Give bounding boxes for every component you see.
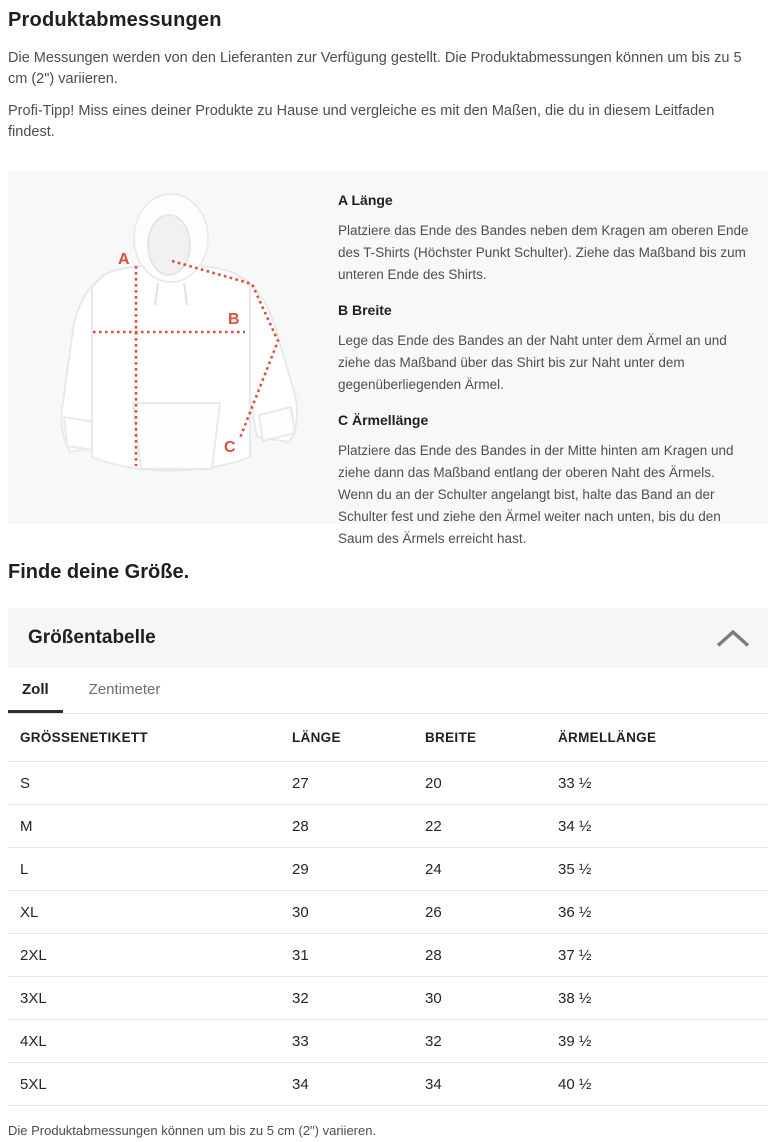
width-cell: 28 <box>425 934 558 977</box>
measure-guide-text <box>338 171 768 546</box>
intro-text: Die Messungen werden von den Lieferanten zur Verfügung gestellt. Die Produktabmessungen können um bis zu 5 cm (2") variieren. <box>8 50 742 87</box>
size-label-cell: 5XL <box>8 1063 292 1106</box>
measure-label-c: C <box>224 439 236 456</box>
width-cell: 30 <box>425 977 558 1020</box>
length-cell: 30 <box>292 891 425 934</box>
size-label-cell: 3XL <box>8 977 292 1020</box>
guide-item-text: Lege das Ende des Bandes an der Naht unter dem Ärmel an und ziehe das Maßband über das Shirt bis zur Naht unter dem gegenüberliegenden Ärmel. <box>338 333 727 392</box>
size-label-cell: L <box>8 848 292 891</box>
product-measurements-page <box>0 8 768 1139</box>
hoodie-illustration <box>8 171 338 524</box>
size-label-cell: S <box>8 762 292 805</box>
width-cell: 24 <box>425 848 558 891</box>
size-label-cell: 4XL <box>8 1020 292 1063</box>
guide-item-title: C Ärmellänge <box>338 412 429 428</box>
sleeve-cell: 39 ½ <box>558 1020 768 1063</box>
measure-guide-panel <box>8 171 768 546</box>
length-cell: 33 <box>292 1020 425 1063</box>
col-header-size-label: GRÖSSENETIKETT <box>8 714 292 762</box>
hoodie-hood-opening <box>148 215 190 275</box>
table-row <box>8 977 768 1020</box>
size-label-cell: XL <box>8 891 292 934</box>
guide-item-title: A Länge <box>338 192 393 208</box>
table-row <box>8 762 768 805</box>
measure-label-b: B <box>228 311 240 328</box>
table-row <box>8 805 768 848</box>
size-chart-title: Größentabelle <box>28 627 156 648</box>
width-cell: 20 <box>425 762 558 805</box>
measure-label-a: A <box>118 251 130 268</box>
size-chart-panel <box>8 608 768 1139</box>
guide-item-text: Platziere das Ende des Bandes neben dem Kragen am oberen Ende des T-Shirts (Höchster Punkt Schulter). Ziehe das Maßband bis zum unteren Ende des Shirts. <box>338 223 749 282</box>
width-cell: 34 <box>425 1063 558 1106</box>
guide-item-text: Platziere das Ende des Bandes in der Mitte hinten am Kragen und ziehe dann das Maßband entlang der oberen Naht des Ärmels. Wenn du an der Schulter angelangt bist, halte das Band an der Schulter fest und ziehe den Ärmel weiter nach unten, bis du den Saum des Ärmels erreicht hast. <box>338 443 734 546</box>
size-chart-accordion-header[interactable] <box>8 608 768 668</box>
sleeve-cell: 37 ½ <box>558 934 768 977</box>
length-cell: 31 <box>292 934 425 977</box>
page-title: Produktabmessungen <box>8 9 222 31</box>
pro-tip-text: Profi-Tipp! Miss eines deiner Produkte zu Hause und vergleiche es mit den Maßen, die du in diesem Leitfaden findest. <box>8 103 715 140</box>
width-cell: 32 <box>425 1020 558 1063</box>
size-label-cell: 2XL <box>8 934 292 977</box>
table-row <box>8 1063 768 1106</box>
size-table-header-row <box>8 714 768 762</box>
table-row <box>8 848 768 891</box>
length-cell: 29 <box>292 848 425 891</box>
guide-item-title: B Breite <box>338 302 392 318</box>
col-header-length: LÄNGE <box>292 714 425 762</box>
tab-zoll[interactable]: Zoll <box>8 668 63 713</box>
length-cell: 27 <box>292 762 425 805</box>
hoodie-diagram <box>8 171 338 524</box>
width-cell: 22 <box>425 805 558 848</box>
sleeve-cell: 35 ½ <box>558 848 768 891</box>
tab-zentimeter[interactable]: Zentimeter <box>75 668 175 713</box>
hoodie-pocket <box>133 403 220 469</box>
width-cell: 26 <box>425 891 558 934</box>
sleeve-cell: 40 ½ <box>558 1063 768 1106</box>
length-cell: 32 <box>292 977 425 1020</box>
size-label-cell: M <box>8 805 292 848</box>
table-row <box>8 934 768 977</box>
size-table <box>8 714 768 1106</box>
table-row <box>8 891 768 934</box>
length-cell: 34 <box>292 1063 425 1106</box>
sleeve-cell: 33 ½ <box>558 762 768 805</box>
table-row <box>8 1020 768 1063</box>
unit-tabs <box>8 668 768 714</box>
sleeve-cell: 38 ½ <box>558 977 768 1020</box>
col-header-width: BREITE <box>425 714 558 762</box>
chevron-up-icon <box>713 626 753 650</box>
length-cell: 28 <box>292 805 425 848</box>
sleeve-cell: 36 ½ <box>558 891 768 934</box>
sleeve-cell: 34 ½ <box>558 805 768 848</box>
footnote-text: Die Produktabmessungen können um bis zu 5 cm (2") variieren. <box>8 1123 377 1138</box>
col-header-sleeve: ÄRMELLÄNGE <box>558 714 768 762</box>
find-size-heading: Finde deine Größe. <box>8 561 190 583</box>
